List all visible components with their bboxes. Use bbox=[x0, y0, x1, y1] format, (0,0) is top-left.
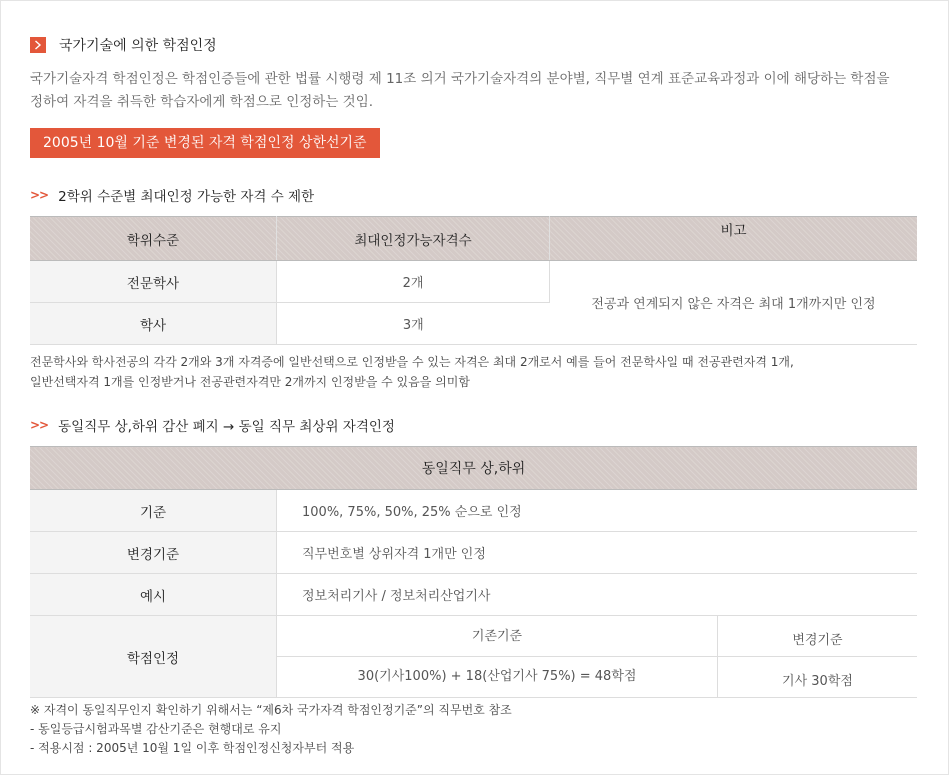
footnote-line: ※ 자격이 동일직무인지 확인하기 위해서는 “제6차 국가자격 학점인정기준”의 직무번호 참조 bbox=[30, 703, 512, 717]
table-row bbox=[30, 616, 917, 657]
note-line: 일반선택자격 1개를 인정받거나 전공관련자격만 2개까지 인정받을 수 있음을 의미함 bbox=[30, 375, 470, 389]
degree-limit-note bbox=[30, 352, 920, 392]
double-chevron-icon: >> bbox=[30, 188, 49, 202]
col-header-level: 학위수준 bbox=[30, 217, 277, 261]
row-value-cell: 정보처리기사 / 정보처리산업기사 bbox=[277, 574, 918, 616]
table-row bbox=[30, 490, 917, 532]
row-label-cell: 예시 bbox=[30, 574, 277, 616]
row-label-cell: 기준 bbox=[30, 490, 277, 532]
old-criteria-value: 30(기사100%) + 18(산업기사 75%) = 48학점 bbox=[277, 657, 718, 698]
footnote bbox=[30, 701, 920, 758]
subheading-text: 동일직무 상,하위 감산 폐지 → 동일 직무 최상위 자격인정 bbox=[58, 419, 395, 435]
subheading-text: 2학위 수준별 최대인정 가능한 자격 수 제한 bbox=[58, 189, 315, 205]
criteria-banner: 2005년 10월 기준 변경된 자격 학점인정 상한선기준 bbox=[30, 128, 380, 158]
same-job-table bbox=[30, 446, 917, 698]
col-header-count: 최대인정가능자격수 bbox=[277, 217, 550, 261]
degree-limit-table bbox=[30, 216, 917, 345]
credit-label-cell: 학점인정 bbox=[30, 616, 277, 698]
footnote-line: - 동일등급시험과목별 감산기준은 현행대로 유지 bbox=[30, 722, 282, 736]
subheading-same-job bbox=[30, 415, 395, 435]
row-label-cell: 변경기준 bbox=[30, 532, 277, 574]
table-row bbox=[30, 574, 917, 616]
subheading-degree-limit bbox=[30, 185, 314, 205]
degree-level-cell: 학사 bbox=[30, 303, 277, 345]
col-header-remark: 비고 bbox=[550, 217, 918, 261]
old-criteria-header: 기존기준 bbox=[277, 616, 718, 657]
degree-level-cell: 전문학사 bbox=[30, 261, 277, 303]
table-row bbox=[30, 532, 917, 574]
new-criteria-value: 기사 30학점 bbox=[718, 657, 918, 698]
intro-text: 국가기술자격 학점인정은 학점인증들에 관한 법률 시행령 제 11조 의거 국가기술자격의 분야별, 직무별 연계 표준교육과정과 이에 해당하는 학점을 정하여 자격을 취득한 학습자에게 학점으로 인정하는 것임. bbox=[30, 71, 890, 110]
section-header bbox=[30, 35, 217, 55]
row-value-cell: 직무번호별 상위자격 1개만 인정 bbox=[277, 532, 918, 574]
max-count-cell: 3개 bbox=[277, 303, 550, 345]
chevron-right-icon bbox=[30, 37, 46, 53]
table-row bbox=[30, 261, 917, 303]
double-chevron-icon: >> bbox=[30, 418, 49, 432]
note-line: 전문학사와 학사전공의 각각 2개와 3개 자격증에 일반선택으로 인정받을 수 있는 자격은 최대 2개로서 예를 들어 전문학사일 때 전공관련자격 1개, bbox=[30, 355, 794, 369]
row-value-cell: 100%, 75%, 50%, 25% 순으로 인정 bbox=[277, 490, 918, 532]
new-criteria-header: 변경기준 bbox=[718, 616, 918, 657]
remark-cell: 전공과 연계되지 않은 자격은 최대 1개까지만 인정 bbox=[550, 261, 918, 345]
max-count-cell: 2개 bbox=[277, 261, 550, 303]
same-job-header: 동일직무 상,하위 bbox=[30, 447, 917, 490]
section-title: 국가기술에 의한 학점인정 bbox=[59, 38, 217, 54]
table-header-row bbox=[30, 447, 917, 490]
table-header-row bbox=[30, 217, 917, 261]
footnote-line: - 적용시점 : 2005년 10월 1일 이후 학점인정신청자부터 적용 bbox=[30, 741, 355, 755]
